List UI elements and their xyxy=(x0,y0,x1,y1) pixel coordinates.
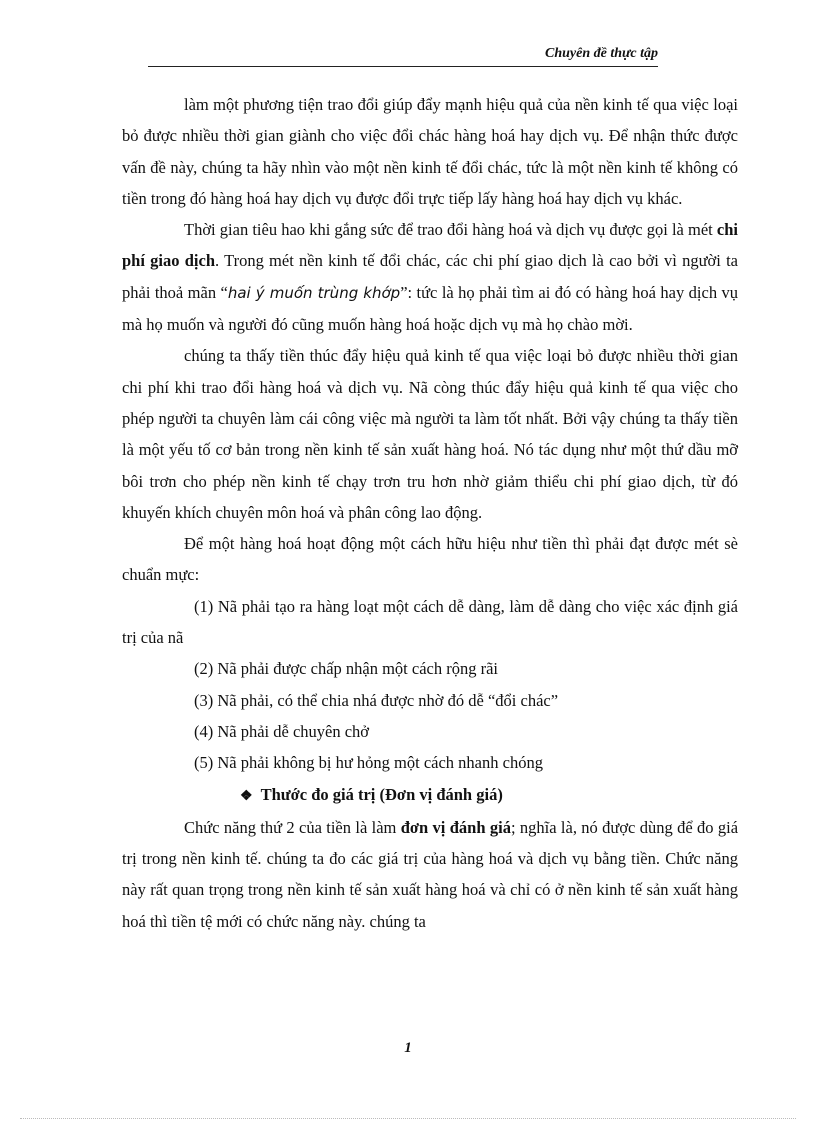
criteria-item-5: (5) Nã phải không bị hư hỏng một cách nhanh chóng xyxy=(194,753,543,773)
paragraph-3: chúng ta thấy tiền thúc đẩy hiệu quả kinh tế qua việc loại bỏ được nhiều thời gian chi phí khi trao đổi hàng hoá và dịch vụ. Nã còng thúc đẩy hiệu quả kinh tế qua việc cho phép người ta chuyên làm cái công việc mà người ta làm tốt nhất. Bởi vậy chúng ta thấy tiền là một yếu tố cơ bản trong nền kinh tế sản xuất hàng hoá. Nó tác dụng như một thứ dầu mỡ bôi trơn cho phép nền kinh tế chạy trơn tru hơn nhờ giảm thiểu chi phí giao dịch, từ đó khuyến khích chuyên môn hoá và phân công lao động. xyxy=(122,346,738,522)
criteria-item-2: (2) Nã phải được chấp nhận một cách rộng rãi xyxy=(194,659,499,679)
paragraph-5 xyxy=(122,812,738,937)
paragraph-2-text-a: Thời gian tiêu hao khi gắng sức để trao đổi hàng hoá và dịch vụ được gọi là mét xyxy=(184,220,717,240)
page-header xyxy=(148,46,658,67)
section-heading-text: Thước đo giá trị (Đơn vị đánh giá) xyxy=(260,784,503,804)
header-title: Chuyên đề thực tập xyxy=(544,46,658,61)
term-transaction-cost: chi phí giao dịch xyxy=(122,220,738,271)
term-unit-of-account: đơn vị đánh giá xyxy=(400,817,511,837)
paragraph-4: Để một hàng hoá hoạt động một cách hữu hiệu như tiền thì phải đạt được mét sè chuẩn mực: xyxy=(122,534,738,585)
criteria-item-1: (1) Nã phải tạo ra hàng loạt một cách dễ dàng, làm dễ dàng cho việc xác định giá trị của nã xyxy=(122,596,738,648)
criteria-item-4: (4) Nã phải dễ chuyên chở xyxy=(194,721,370,741)
paragraph-2-text-c: . Trong mét nền kinh tế đổi chác, các chi phí giao dịch là cao bởi vì người ta phải thoả mãn “ xyxy=(122,251,738,302)
footer-divider xyxy=(20,1118,796,1119)
diamond-bullet-icon: ❖ xyxy=(240,788,253,804)
criteria-item-3: (3) Nã phải, có thể chia nhá được nhờ đó dễ “đổi chác” xyxy=(194,690,559,710)
paragraph-1: làm một phương tiện trao đổi giúp đẩy mạnh hiệu quả của nền kinh tế qua việc loại bỏ được nhiều thời gian giành cho việc đổi chác hàng hoá hay dịch vụ. Để nhận thức được vấn đề này, chúng ta hãy nhìn vào một nền kinh tế đổi chác, tức là một nền kinh tế không có tiền trong đó hàng hoá hay dịch vụ được đổi trực tiếp lấy hàng hoá hay dịch vụ khác. xyxy=(122,95,738,208)
paragraph-5-text-a: Chức năng thứ 2 của tiền là làm xyxy=(184,817,401,837)
document-body xyxy=(122,89,738,937)
page-number: 1 xyxy=(404,1040,412,1056)
paragraph-2 xyxy=(122,214,738,340)
section-heading xyxy=(122,779,738,812)
quote-double-coincidence: hai ý muốn trùng khớp xyxy=(227,283,401,302)
paragraph-5-text-c: ; nghĩa là, nó được dùng để đo giá trị trong nền kinh tế. chúng ta đo các giá trị của hàng hoá và dịch vụ bằng tiền. Chức năng này rất quan trọng trong nền kinh tế sản xuất hàng hoá và chỉ có ở nền kinh tế sản xuất hàng hoá thì tiền tệ mới có chức năng này. chúng ta xyxy=(122,817,739,931)
paragraph-2-text-e: ”: tức là họ phải tìm ai đó có hàng hoá hay dịch vụ mà họ muốn và người đó cũng muốn hàng hoá hoặc dịch vụ mà họ chào mời. xyxy=(122,282,739,335)
